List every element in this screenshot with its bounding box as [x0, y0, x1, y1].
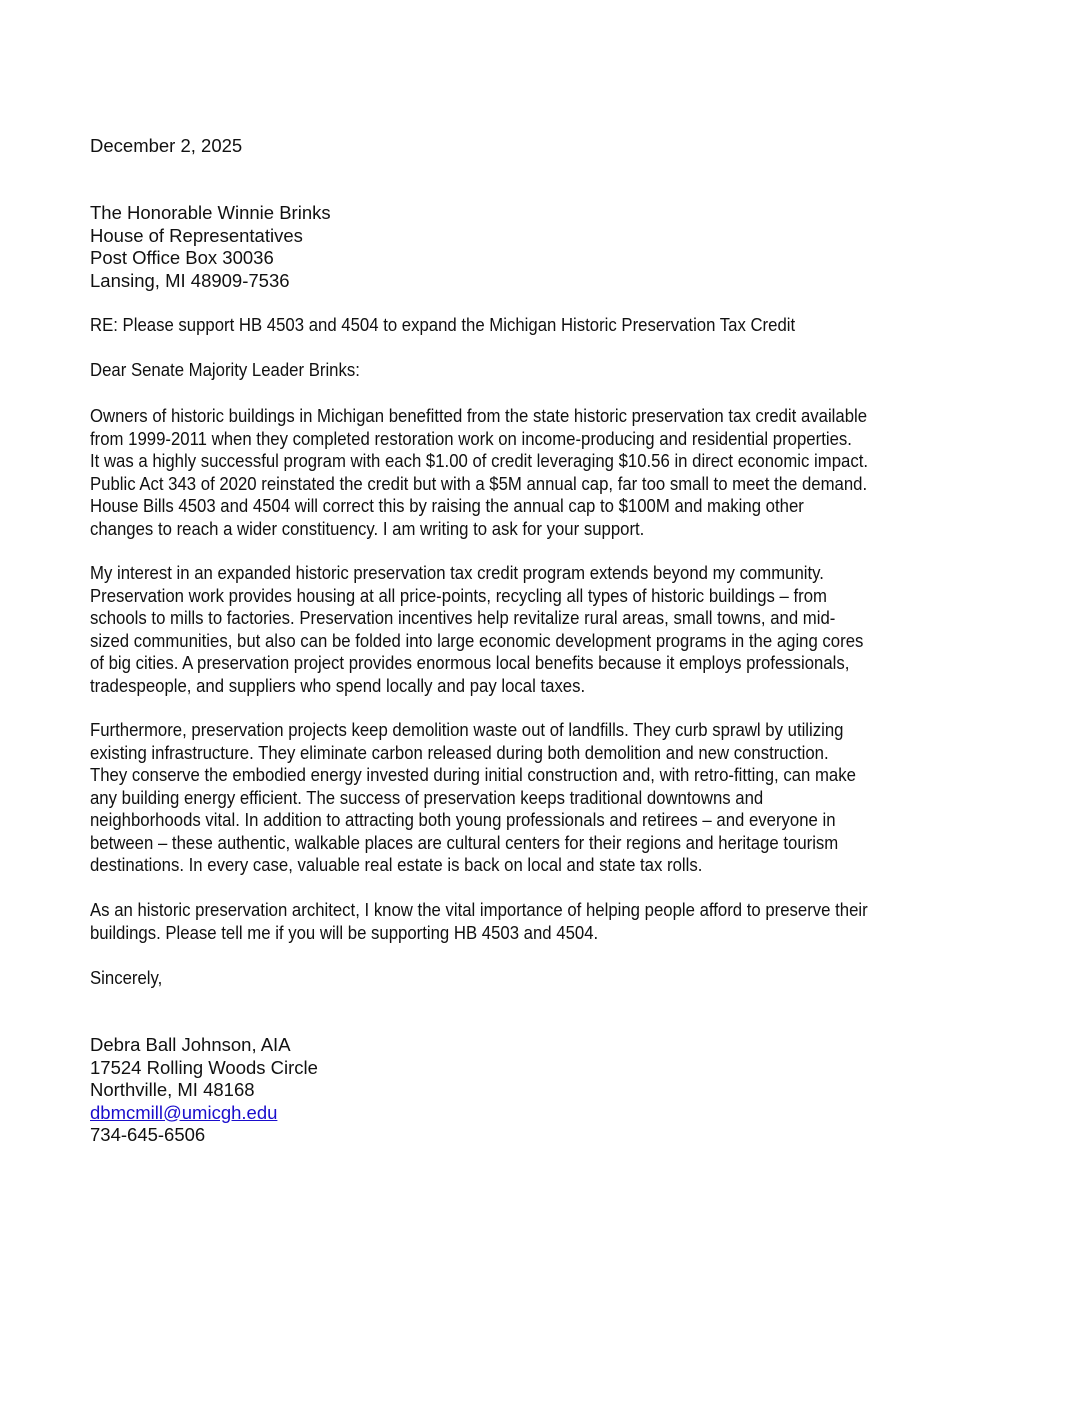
salutation-text: Dear Senate Majority Leader Brinks:: [90, 359, 360, 380]
closing-text: Sincerely,: [90, 967, 163, 988]
paragraph-line: My interest in an expanded historic preservation tax credit program extends beyond my community.: [90, 562, 824, 583]
paragraph-line: existing infrastructure. They eliminate carbon released during both demolition and new construction.: [90, 741, 829, 763]
paragraph-line: destinations. In every case, valuable real estate is back on local and state tax rolls.: [90, 854, 703, 875]
body-paragraph-3: [90, 719, 856, 877]
paragraph-line: neighborhoods vital. In addition to attracting both young professionals and retirees – and everyone in: [90, 809, 836, 830]
paragraph-line: between – these authentic, walkable places are cultural centers for their regions and heritage tourism: [90, 831, 839, 853]
signer-address-line-2: Northville, MI 48168: [90, 1079, 255, 1100]
signer-name: Debra Ball Johnson, AIA: [90, 1034, 291, 1055]
paragraph-line: buildings. Please tell me if you will be supporting HB 4503 and 4504.: [90, 921, 599, 943]
paragraph-line: Public Act 343 of 2020 reinstated the credit but with a $5M annual cap, far too small to meet the demand.: [90, 472, 868, 494]
signer-address-line-1: 17524 Rolling Woods Circle: [90, 1056, 318, 1078]
salutation: [90, 359, 360, 382]
letter-date: [90, 135, 242, 158]
signer-phone: 734-645-6506: [90, 1124, 206, 1145]
signature-block: [90, 1034, 318, 1147]
paragraph-line: Furthermore, preservation projects keep demolition waste out of landfills. They curb sprawl by utilizing: [90, 719, 844, 740]
paragraph-line: Preservation work provides housing at all price-points, recycling all types of historic buildings – from: [90, 584, 828, 606]
date-text: December 2, 2025: [90, 135, 243, 156]
paragraph-line: from 1999-2011 when they completed restoration work on income-producing and residential properties.: [90, 427, 852, 449]
paragraph-line: tradespeople, and suppliers who spend locally and pay local taxes.: [90, 674, 586, 696]
paragraph-line: They conserve the embodied energy invested during initial construction and, with retro-fitting, can make: [90, 764, 856, 785]
body-paragraph-4: [90, 899, 868, 944]
paragraph-line: Owners of historic buildings in Michigan benefitted from the state historic preservation tax credit available: [90, 405, 868, 426]
paragraph-line: changes to reach a wider constituency. I am writing to ask for your support.: [90, 517, 645, 539]
paragraph-line: It was a highly successful program with each $1.00 of credit leveraging $10.56 in direct economic impact.: [90, 450, 869, 471]
recipient-address-line-1: Post Office Box 30036: [90, 247, 274, 268]
paragraph-line: House Bills 4503 and 4504 will correct this by raising the annual cap to $100M and making other: [90, 495, 804, 516]
closing: [90, 967, 162, 990]
subject-line: [90, 314, 795, 337]
body-paragraph-1: [90, 405, 868, 540]
paragraph-line: sized communities, but also can be folded into large economic development programs in the aging cores: [90, 629, 864, 651]
body-paragraph-2: [90, 562, 863, 697]
recipient-name: The Honorable Winnie Brinks: [90, 202, 331, 223]
subject-text: RE: Please support HB 4503 and 4504 to expand the Michigan Historic Preservation Tax Credit: [90, 314, 796, 335]
signer-email-link[interactable]: dbmcmill@umicgh.edu: [90, 1101, 278, 1123]
recipient-address: [90, 202, 331, 292]
recipient-office: House of Representatives: [90, 224, 303, 246]
paragraph-line: schools to mills to factories. Preservation incentives help revitalize rural areas, small towns, and mid-: [90, 607, 836, 628]
paragraph-line: As an historic preservation architect, I know the vital importance of helping people afford to preserve their: [90, 899, 868, 920]
paragraph-line: any building energy efficient. The success of preservation keeps traditional downtowns and: [90, 786, 764, 808]
paragraph-line: of big cities. A preservation project provides enormous local benefits because it employs professionals,: [90, 652, 850, 673]
recipient-address-line-2: Lansing, MI 48909-7536: [90, 269, 290, 291]
